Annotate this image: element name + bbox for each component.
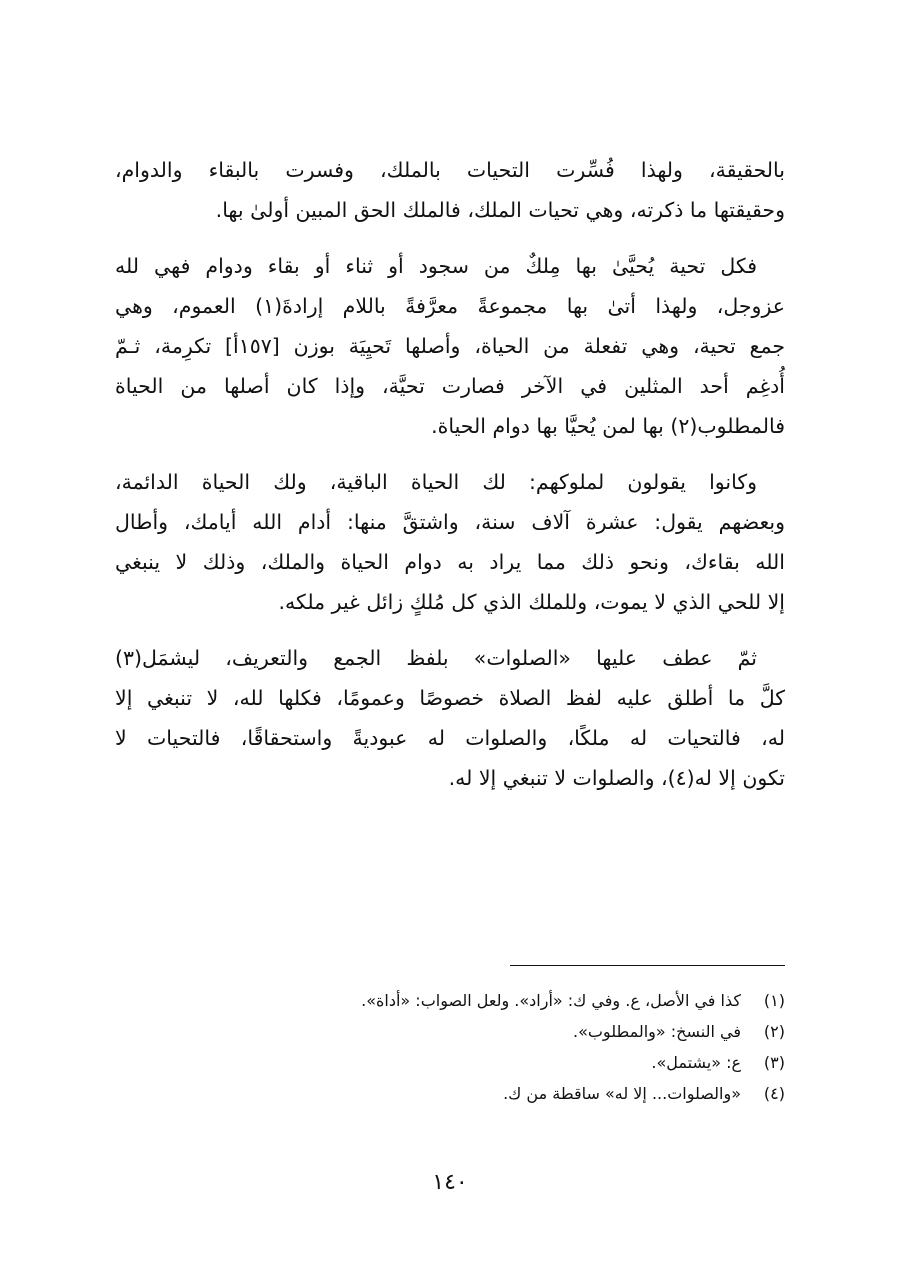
text-line: جمع تحية، وهي تفعلة من الحياة، وأصلها تَحيِيَة بوزن [١٥٧أ] تكرِمة، ثـمّ	[115, 334, 785, 358]
paragraph-4	[115, 638, 785, 798]
text-line: تكون إلا له(٤)، والصلوات لا تنبغي إلا له.	[448, 766, 785, 790]
footnote-item	[115, 1078, 785, 1109]
text-line: ثمّ عطف عليها «الصلوات» بلفظ الجمع والتعريف، ليشمَل(٣)	[115, 646, 757, 670]
text-line: فكل تحية يُحيَّىٰ بها مِلكٌ من سجود أو ثناء أو بقاء ودوام فهي لله	[115, 254, 757, 278]
text-line: الله بقاءك، ونحو ذلك مما يراد به دوام الحياة والملك، وذلك لا ينبغي	[115, 550, 785, 574]
footnote-number: (١)	[763, 991, 785, 1010]
footnote-number: (٢)	[763, 1022, 785, 1041]
footnote-text: ع: «يشتمل».	[651, 1053, 741, 1072]
main-text	[115, 150, 785, 814]
paragraph-3	[115, 462, 785, 622]
text-line: وبعضهم يقول: عشرة آلاف سنة، واشتقَّ منها: أدام الله أيامك، وأطال	[115, 510, 785, 534]
text-line: بالحقيقة، ولهذا فُسِّرت التحيات بالملك، وفسرت بالبقاء والدوام،	[115, 158, 785, 182]
page-number: ١٤٠	[432, 1170, 468, 1195]
paragraph-1	[115, 150, 785, 230]
text-line: كلَّ ما أطلق عليه لفظ الصلاة خصوصًا وعمومًا، فكلها لله، لا تنبغي إلا	[115, 686, 785, 710]
text-line: عزوجل، ولهذا أتىٰ بها مجموعةً معرَّفةً باللام إرادةَ(١) العموم، وهي	[115, 294, 785, 318]
footnote-item	[115, 985, 785, 1016]
text-line: أُدغِم أحد المثلين في الآخر فصارت تحيَّة، وإذا كان أصلها من الحياة	[115, 374, 785, 398]
text-line: له، فالتحيات له ملكًا، والصلوات له عبوديةً واستحقاقًا، فالتحيات لا	[115, 726, 785, 750]
footnote-item	[115, 1047, 785, 1078]
footnote-divider	[510, 965, 785, 966]
text-line: إلا للحي الذي لا يموت، وللملك الذي كل مُلكٍ زائل غير ملكه.	[278, 590, 785, 614]
text-line: فالمطلوب(٢) بها لمن يُحيَّا بها دوام الحياة.	[431, 414, 785, 438]
paragraph-2	[115, 246, 785, 446]
footnotes	[115, 985, 785, 1109]
footnote-number: (٣)	[763, 1053, 785, 1072]
text-line: وحقيقتها ما ذكرته، وهي تحيات الملك، فالملك الحق المبين أولىٰ بها.	[215, 198, 785, 222]
footnote-number: (٤)	[763, 1084, 785, 1103]
footnote-item	[115, 1016, 785, 1047]
footnote-text: كذا في الأصل، ع. وفي ك: «أراد». ولعل الصواب: «أداة».	[361, 991, 741, 1010]
footnote-text: «والصلوات... إلا له» ساقطة من ك.	[503, 1084, 741, 1103]
footnote-text: في النسخ: «والمطلوب».	[572, 1022, 741, 1041]
text-line: وكانوا يقولون لملوكهم: لك الحياة الباقية، ولك الحياة الدائمة،	[115, 470, 757, 494]
